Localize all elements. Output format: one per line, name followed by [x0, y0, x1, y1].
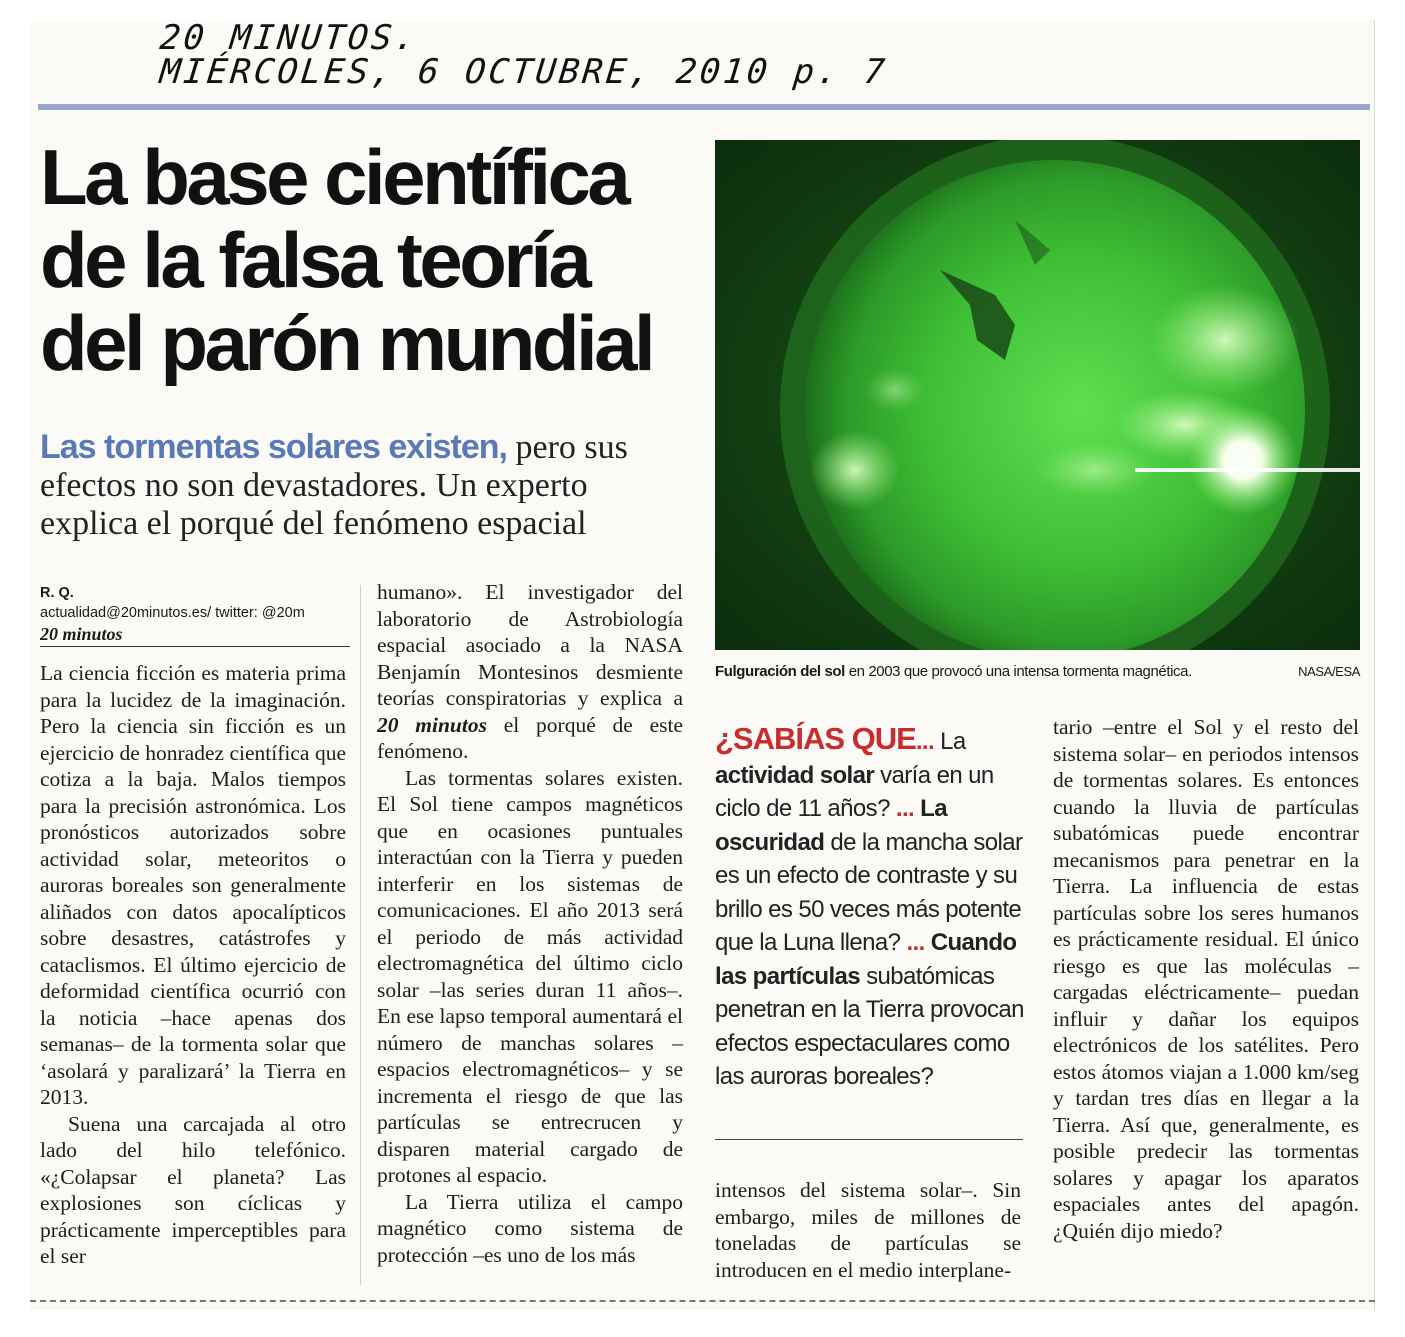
publication-mention: 20 minutos [377, 712, 487, 737]
column2-paragraph-2: Las tormentas solares existen. El Sol tiene campos magnéticos que en ocasiones puntuales interactúan con la Tierra y pueden interferir en los sistemas de comunicaciones. El año 2013 será el periodo de más actividad electromagnética del último ciclo solar –las series duran 11 años–. En ese lapso temporal aumentará el número de manchas solares –espacios electromagnéticos– y se incrementa el riesgo de que las partículas se entrecrucen y disparen material cargado de protones al espacio. [377, 765, 683, 1187]
fact2-bold: La oscuridad [715, 795, 947, 856]
handwritten-source: 20 MINUTOS. [157, 18, 421, 58]
box-divider [715, 1139, 1023, 1140]
article-column-2 [377, 579, 683, 1268]
caption-lead: Fulguración del sol [715, 663, 845, 680]
fact3-bold: Cuando las partículas [715, 929, 1017, 990]
sun-flare-photo [715, 140, 1360, 650]
fact1-b: varía en un ciclo de 11 años? [715, 761, 994, 822]
fact3-text: subatómicas penetran en la Tierra provocan efectos espectaculares como las auroras boreales? [715, 962, 1024, 1090]
headline-line-2: de la falsa teoría [40, 216, 589, 304]
column2-paragraph-1 [377, 579, 683, 765]
article-column-1 [40, 660, 346, 1270]
subhead-lead: Las tormentas solares existen, [40, 428, 508, 466]
subheadline [40, 428, 690, 543]
did-you-know-box [715, 722, 1025, 1094]
fact1-a: La [934, 728, 966, 755]
column1-paragraph-1: La ciencia ficción es materia prima para la lucidez de la imaginación. Pero la ciencia sin ficción es un ejercicio de honradez científica que cotiza a la baja. Malos tiempos para la precisión astronómica. Los pronósticos autorizados sobre actividad solar, meteoritos o auroras boreales son generalmente aliñados con datos apocalípticos sobre desastres, catástrofes y cataclismos. El último ejercicio de deformidad científica ocurrió con la noticia –hace apenas dos semanas– de la tormenta solar que ‘asolará y paralizará’ la Tierra en 2013. [40, 661, 346, 1109]
column2-p1-end: el porqué de este fenómeno. [377, 712, 684, 763]
headline-line-3: del parón mundial [40, 299, 653, 387]
column4-paragraph-1: tario –entre el Sol y el resto del sistema solar– en periodos intensos de tormentas solares. Es entonces cuando la lluvia de partículas subatómicas puede encontrar mecanismos para penetrar en la Tierra. La influencia de estas partículas sobre los seres humanos es prácticamente residual. El único riesgo es que las moléculas –cargadas eléctricamente– puedan influir y dañar los equipos electrónicos de los satélites. Pero estos átomos viajan a 1.000 km/seg y tardan tres días en llegar a la Tierra. Así que, generalmente, es posible predecir las tormentas solares y apagar los aparatos espaciales antes del apagón. ¿Quién dijo miedo? [1053, 715, 1359, 1243]
caption-text: en 2003 que provocó una intensa tormenta magnética. [844, 663, 1192, 680]
column2-p1-text: humano». El investigador del laboratorio de Astrobiología espacial asociado a la NASA Benjamín Montesinos desmiente teorías conspiratorias y explica a [377, 580, 683, 710]
article-column-3 [715, 1177, 1021, 1283]
article-column-4 [1053, 714, 1359, 1244]
column1-paragraph-2: Suena una carcajada al otro lado del hilo telefónico. «¿Colapsar el planeta? Las explosiones son cíclicas y prácticamente imperceptibles para el ser [40, 1111, 346, 1268]
byline-contact: actualidad@20minutos.es/ twitter: @20m [40, 605, 305, 621]
column-divider [360, 585, 361, 1285]
headline [40, 133, 700, 387]
fact2-text: de la mancha solar es un efecto de contraste y su brillo es 50 veces más potente que la Luna llena? [715, 828, 1023, 956]
dots-3: ... [906, 929, 925, 956]
section-rule [38, 104, 1370, 110]
dots-1: ... [915, 728, 935, 755]
column3-paragraph-1: intensos del sistema solar–. Sin embargo, miles de millones de toneladas de partículas se introducen en el medio interplane- [715, 1178, 1021, 1282]
headline-line-1: La base científica [40, 133, 628, 221]
sun-image [715, 140, 1360, 650]
column2-paragraph-3: La Tierra utiliza el campo magnético como sistema de protección –es uno de los más [377, 1189, 683, 1267]
fact1-bold: actividad solar [715, 761, 875, 789]
subhead-rest: pero sus efectos no son devastadores. Un experto explica el porqué del fenómeno espacial [40, 429, 628, 542]
dots-2: ... [895, 795, 915, 822]
did-you-know-title: ¿SABÍAS QUE [715, 721, 916, 756]
byline-author: R. Q. [40, 585, 74, 601]
handwritten-date: MIÉRCOLES, 6 OCTUBRE, 2010 p. 7 [157, 52, 890, 92]
byline-source: 20 minutos [40, 624, 350, 647]
photo-caption [715, 663, 1360, 680]
byline [40, 583, 360, 647]
photo-credit: NASA/ESA [1298, 664, 1360, 679]
cut-line [30, 1300, 1375, 1302]
